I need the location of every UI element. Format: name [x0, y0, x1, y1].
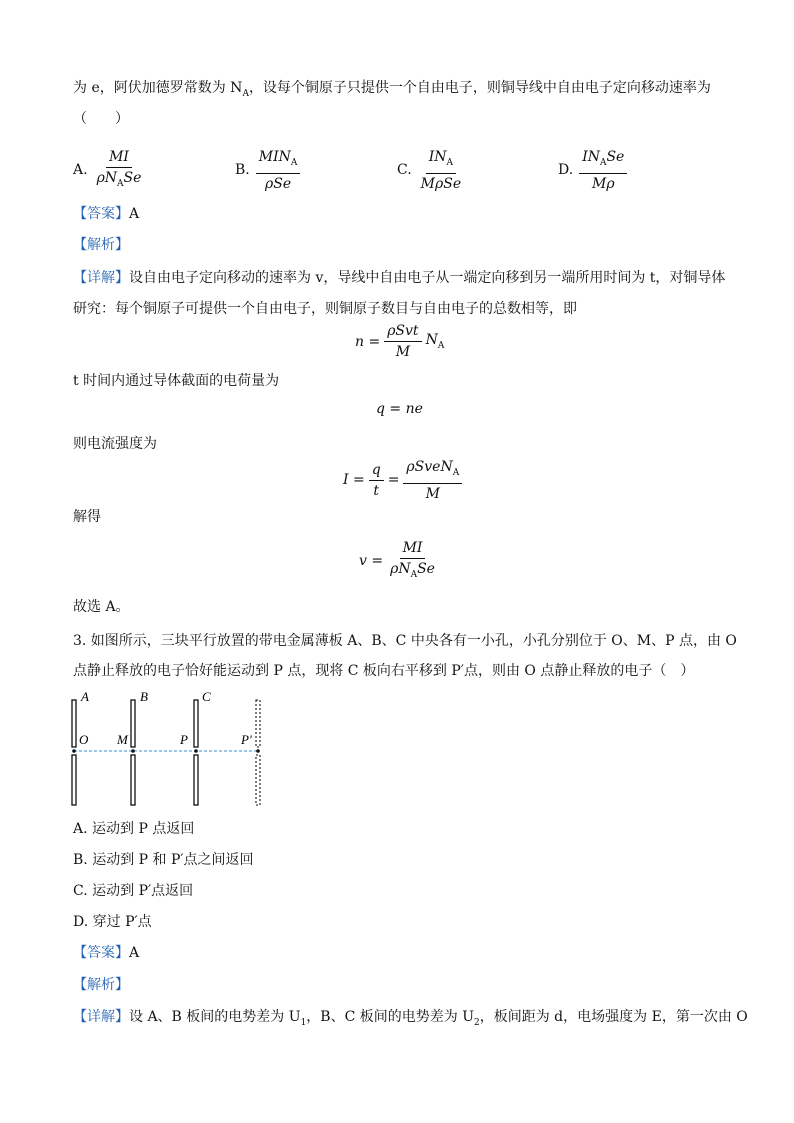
- plate-c-upper: [194, 700, 198, 747]
- q3-detail-line-1: 【详解】设 A、B 板间的电势差为 $U_1$，B、C 板间的电势差为 $U_2$，板间距为 d，电场强度为 E，第一次由 O: [73, 1009, 748, 1028]
- q3-option-a: A. 运动到 P 点返回: [73, 821, 195, 837]
- point-p-prime: [256, 749, 260, 753]
- q2-detail-line-6: 故选 A。: [73, 599, 130, 615]
- plate-b-lower: [131, 755, 135, 805]
- q2-answer: 【答案】A: [73, 206, 140, 222]
- plate-a-upper: [72, 700, 76, 747]
- equation-q: q = ne: [376, 401, 423, 417]
- q3-stem-line-2: 点静止释放的电子恰好能运动到 P 点，现将 C 板向右平移到 P′点，则由 O 点静止释放的电子（ ）: [73, 663, 695, 679]
- q2-detail-line-5: 解得: [73, 509, 101, 525]
- q3-answer: 【答案】A: [73, 945, 140, 961]
- label-a: A: [81, 689, 89, 704]
- plate-a-lower: [72, 755, 76, 805]
- point-m: [131, 749, 135, 753]
- q2-detail-line-3: t 时间内通过导体截面的电荷量为: [73, 373, 280, 389]
- point-p: [194, 749, 198, 753]
- q3-stem-line-1: 3. 如图所示，三块平行放置的带电金属薄板 A、B、C 中央各有一小孔，小孔分别位于 O、M、P 点，由 O: [73, 633, 737, 649]
- q3-analysis-tag: 【解析】: [73, 977, 129, 993]
- plates-figure: [60, 686, 280, 810]
- point-o: [72, 749, 76, 753]
- label-m: M: [117, 732, 128, 747]
- q3-option-d: D. 穿过 P′点: [73, 914, 152, 930]
- plate-b-upper: [131, 700, 135, 747]
- plate-c-moved-upper: [256, 700, 260, 747]
- equation-n: n = $\frac{\text{ρSvt}}{M}$ $N_A$: [355, 323, 445, 360]
- plate-c-moved-lower: [256, 755, 260, 805]
- equation-i: I = $\frac{q}{t}$ = $\frac{\rho SveN_A}{M}$: [343, 458, 462, 503]
- label-p-prime: P′: [241, 732, 252, 747]
- plate-c-lower: [194, 755, 198, 805]
- q3-option-c: C. 运动到 P′点返回: [73, 883, 194, 899]
- q2-detail-line-4: 则电流强度为: [73, 436, 157, 452]
- option-b: B. $\frac{MIN_A}{\text{ρSe}}$: [235, 148, 300, 193]
- intro-line-1: 为 e，阿伏加德罗常数为 $N_A$，设每个铜原子只提供一个自由电子，则铜导线中自由电子定向移动速率为: [73, 80, 711, 99]
- label-o: O: [79, 732, 89, 747]
- label-c: C: [202, 689, 211, 704]
- label-p: P: [180, 732, 188, 747]
- q3-option-b: B. 运动到 P 和 P′点之间返回: [73, 852, 254, 868]
- option-c: C. $\frac{IN_A}{\text{MρSe}}$: [397, 149, 462, 192]
- equation-v: v = $\frac{MI}{\rho N_ASe}$: [359, 540, 435, 580]
- label-b: B: [140, 689, 148, 704]
- q2-analysis-tag: 【解析】: [73, 237, 129, 253]
- q2-detail-line-2: 研究：每个铜原子可提供一个自由电子，则铜原子数目与自由电子的总数相等，即: [73, 301, 577, 317]
- option-a: A. $\frac{MI}{\rho N_ASe}$: [73, 149, 142, 189]
- q2-detail-line-1: 【详解】设自由电子定向移动的速率为 v，导线中自由电子从一端定向移到另一端所用时间为 t，对铜导体: [73, 270, 726, 286]
- option-d: D. $\frac{IN_ASe}{M\rho}$: [558, 148, 627, 193]
- intro-line-2: （ ）: [73, 111, 129, 127]
